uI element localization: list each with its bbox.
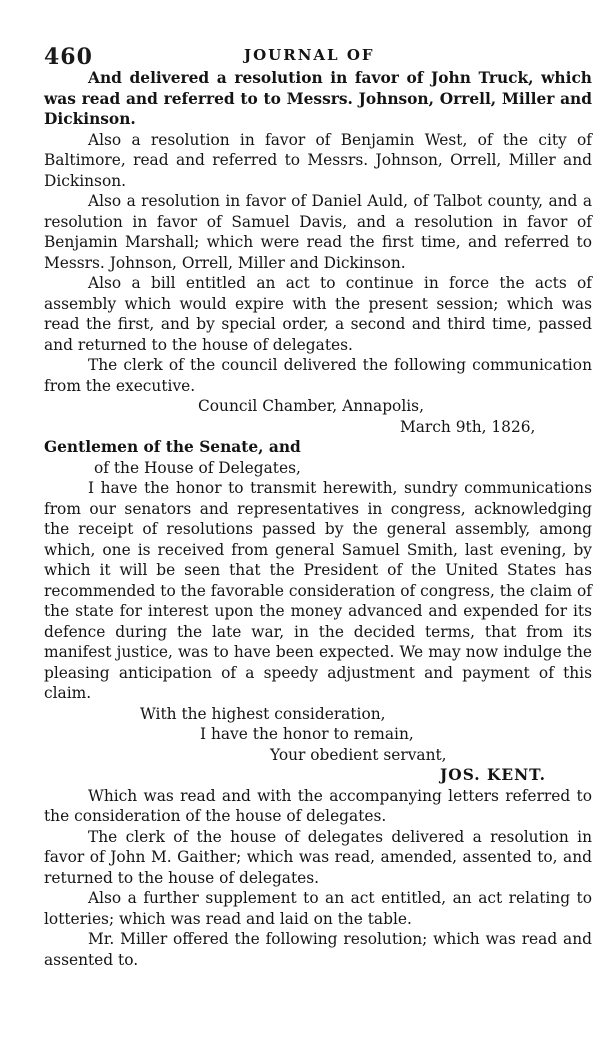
letter-salutation-line-1: Gentlemen of the Senate, and: [44, 438, 301, 456]
page-header: [44, 38, 592, 68]
letter-salutation-line-2: of the House of Delegates,: [94, 458, 301, 477]
letter-signature: JOS. KENT.: [440, 766, 546, 784]
letter-date: March 9th, 1826,: [400, 417, 536, 436]
page-number: 460: [44, 44, 93, 70]
journal-text: [44, 68, 592, 970]
running-head: JOURNAL OF: [244, 46, 375, 64]
paragraph-miller-resolution: Mr. Miller offered the following resolution; which was read and assented to.: [44, 930, 592, 969]
letter-closing-remain: I have the honor to remain,: [200, 725, 414, 743]
paragraph-west-resolution: Also a resolution in favor of Benjamin West, of the city of Baltimore, read and referred to Messrs. Johnson, Orrell, Miller and Dickinson.: [44, 130, 592, 190]
paragraph-lotteries-supplement: Also a further supplement to an act entitled, an act relating to lotteries; which was read and laid on the table.: [44, 889, 592, 928]
letter-closing-servant: Your obedient servant,: [270, 745, 447, 764]
paragraph-gaither-resolution: The clerk of the house of delegates delivered a resolution in favor of John M. Gaither; which was read, amended, assented to, and returned to the house of delegates.: [44, 827, 592, 887]
paragraph-executive-communication: The clerk of the council delivered the following communication from the executive.: [44, 356, 592, 395]
paragraph-truck-resolution: And delivered a resolution in favor of John Truck, which was read and referred to to Messrs. Johnson, Orrell, Miller and Dickinson.: [44, 69, 592, 128]
paragraph-letters-referred: Which was read and with the accompanying letters referred to the consideration of the house of delegates.: [44, 786, 592, 825]
letter-place: Council Chamber, Annapolis,: [198, 397, 424, 415]
letter-body: I have the honor to transmit herewith, sundry communications from our senators and representatives in congress, acknowledging the receipt of resolutions passed by the general assembly, among which, one is received from general Samuel Smith, last evening, by which it will be seen that the President of the United States has recommended to the favorable consideration of congress, the claim of the state for interest upon the money advanced and expended for its defence during the late war, in the decided terms, that from its manifest justice, was to have been expected. We may now indulge the pleasing anticipation of a speedy adjustment and payment of this claim.: [44, 479, 592, 702]
paragraph-acts-of-assembly-bill: Also a bill entitled an act to continue in force the acts of assembly which would expire with the present session; which was read the first, and by special order, a second and third time, passed and returned to the house of delegates.: [44, 274, 592, 354]
letter-closing-consideration: With the highest consideration,: [140, 704, 386, 723]
paragraph-auld-davis-marshall: Also a resolution in favor of Daniel Auld, of Talbot county, and a resolution in favor of Samuel Davis, and a resolution in favor of Benjamin Marshall; which were read the first time, and referred to Messrs. Johnson, Orrell, Miller and Dickinson.: [44, 192, 592, 272]
